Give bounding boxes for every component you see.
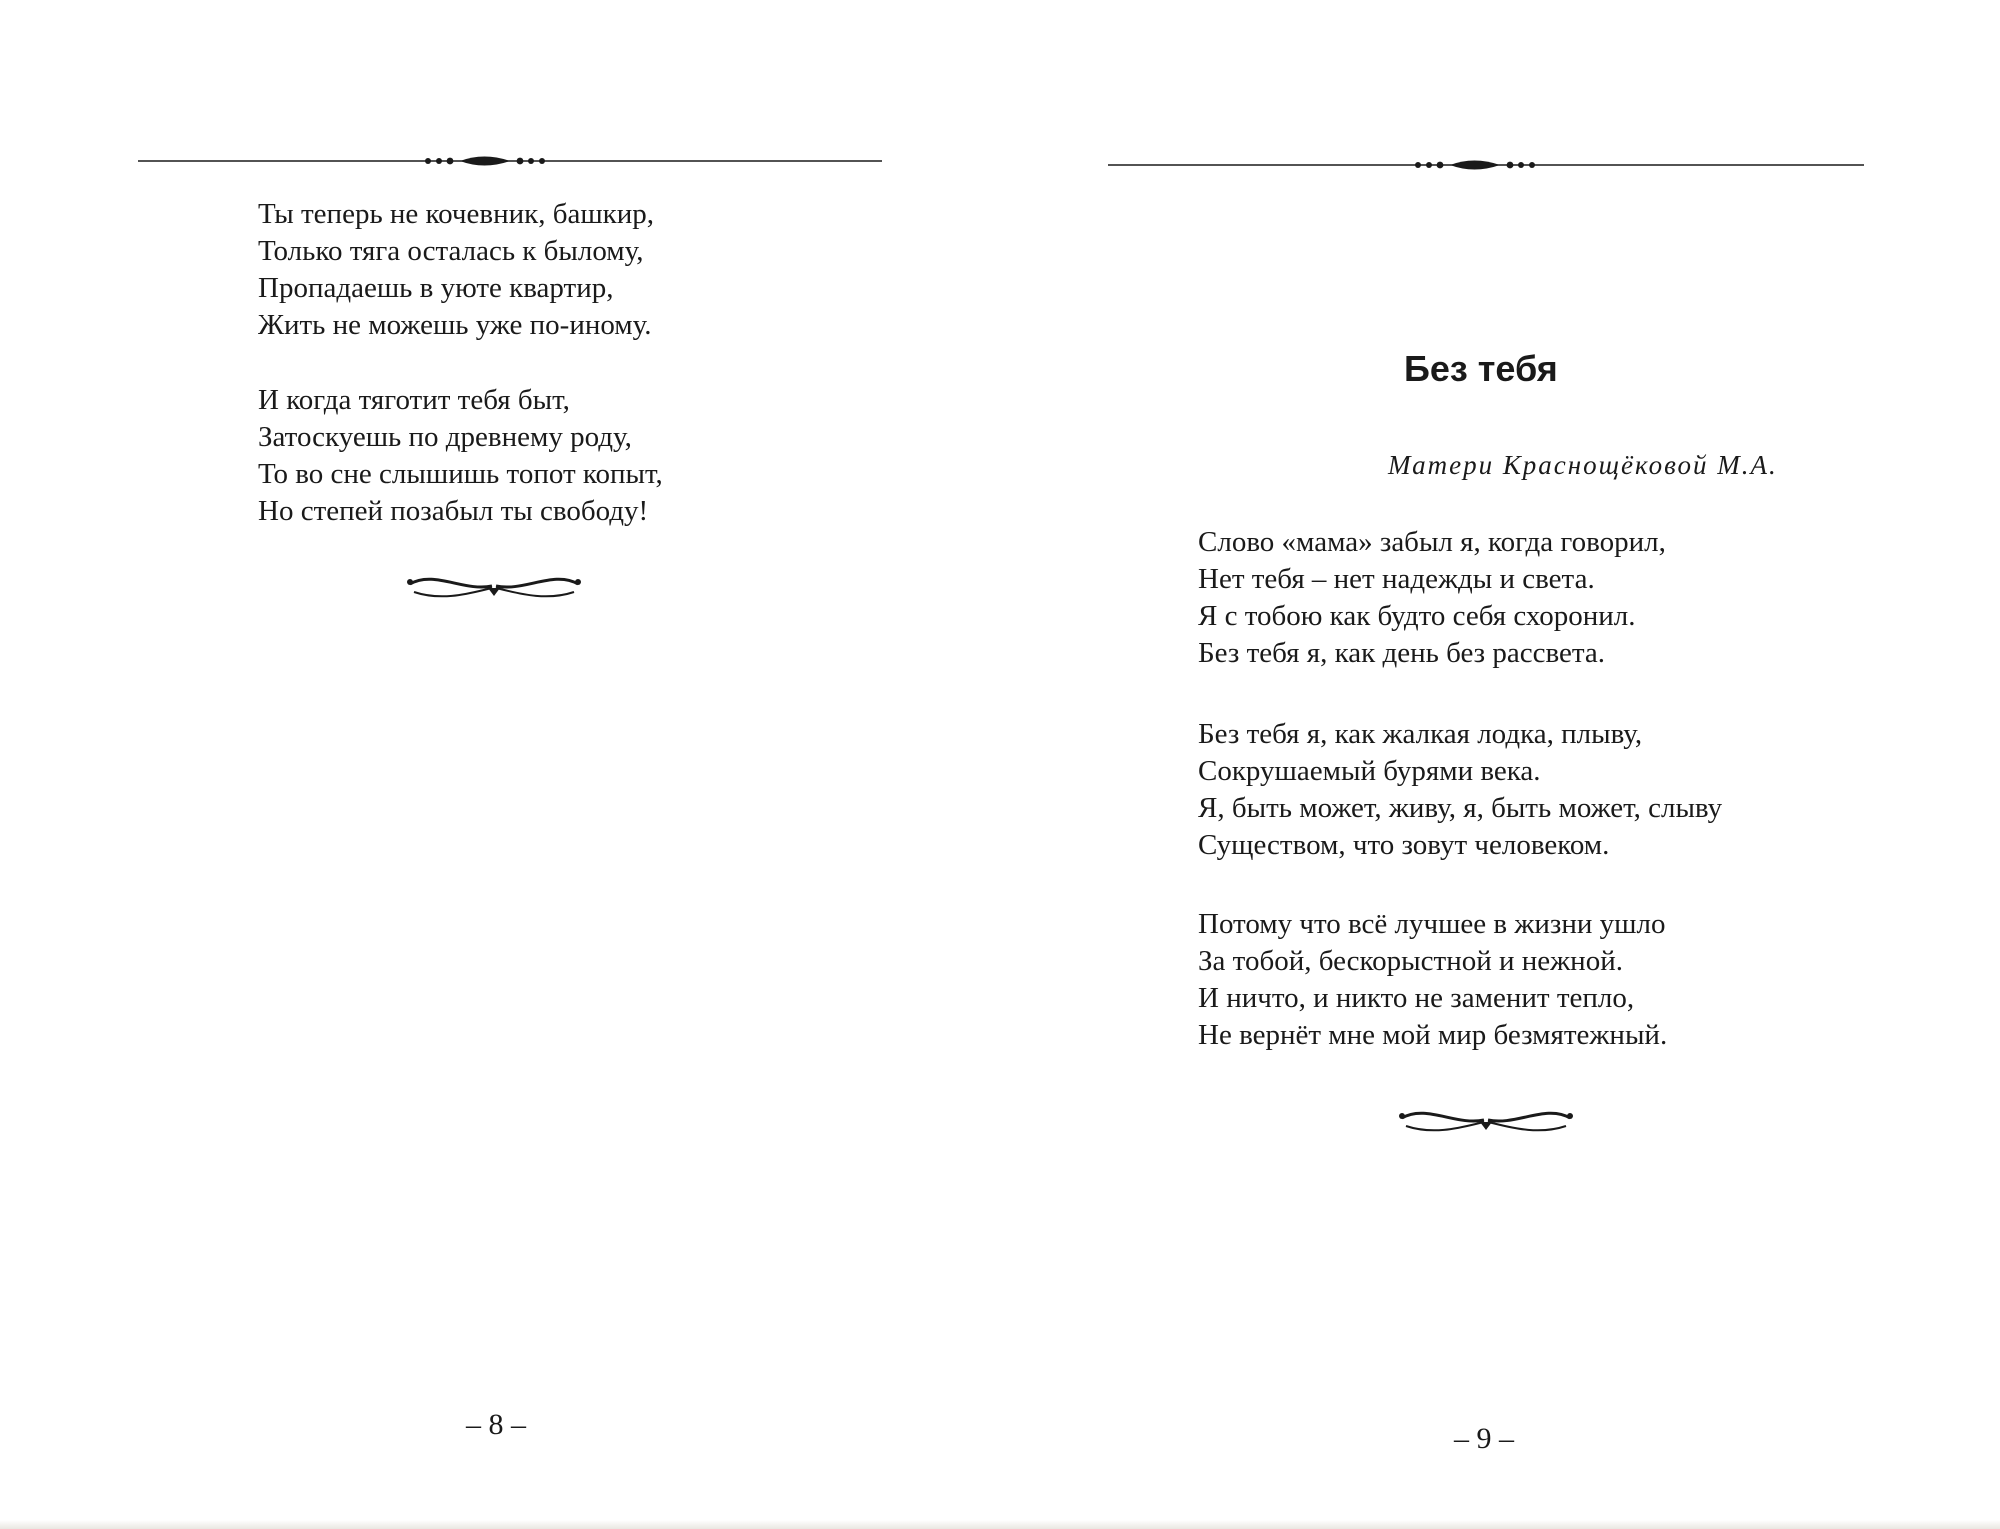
poem-line: Без тебя я, как жалкая лодка, плыву,	[1198, 718, 1643, 750]
stanza	[1198, 524, 1666, 672]
poem-line: То во сне слышишь топот копыт,	[258, 458, 663, 490]
swash-ornament-icon	[404, 562, 584, 606]
page-number: – 8 –	[466, 1408, 526, 1441]
poem-title: Без тебя	[1404, 348, 1558, 389]
poem-line: Не вернёт мне мой мир безмятежный.	[1198, 1019, 1668, 1051]
poem-line: Я, быть может, живу, я, быть может, слыву	[1198, 792, 1723, 824]
poem-line: Ты теперь не кочевник, башкир,	[258, 198, 655, 230]
poem-line: Слово «мама» забыл я, когда говорил,	[1198, 526, 1666, 558]
poem-line: Без тебя я, как день без рассвета.	[1198, 637, 1606, 669]
poem-line: И когда тяготит тебя быт,	[258, 384, 570, 416]
poem-line: И ничто, и никто не заменит тепло,	[1198, 982, 1635, 1014]
poem-line: Затоскуешь по древнему роду,	[258, 421, 632, 453]
stanza	[258, 382, 663, 530]
swash-ornament-icon	[1396, 1096, 1576, 1140]
page-edge	[0, 1520, 2000, 1529]
poem-line: Но степей позабыл ты свободу!	[258, 495, 649, 527]
stanza	[1198, 906, 1667, 1054]
stanza	[1198, 716, 1722, 864]
poem-line: Только тяга осталась к былому,	[258, 235, 644, 267]
poem-line: Нет тебя – нет надежды и света.	[1198, 563, 1595, 595]
poem-line: Пропадаешь в уюте квартир,	[258, 272, 614, 304]
poem-line: Сокрушаемый бурями века.	[1198, 755, 1541, 787]
poem-line: Жить не можешь уже по-иному.	[258, 309, 652, 341]
right-page	[1000, 0, 2000, 1529]
poem-line: Существом, что зовут человеком.	[1198, 829, 1610, 861]
stanza	[258, 196, 654, 344]
poem-line: Я с тобою как будто себя схоронил.	[1198, 600, 1636, 632]
dedication: Матери Краснощёковой М.А.	[1388, 450, 1778, 480]
poem-line: Потому что всё лучшее в жизни ушло	[1198, 908, 1666, 940]
poem-line: За тобой, бескорыстной и нежной.	[1198, 945, 1623, 977]
ornamental-rule-icon	[1108, 150, 1864, 180]
page-number: – 9 –	[1454, 1422, 1514, 1455]
ornamental-rule-icon	[138, 146, 882, 176]
